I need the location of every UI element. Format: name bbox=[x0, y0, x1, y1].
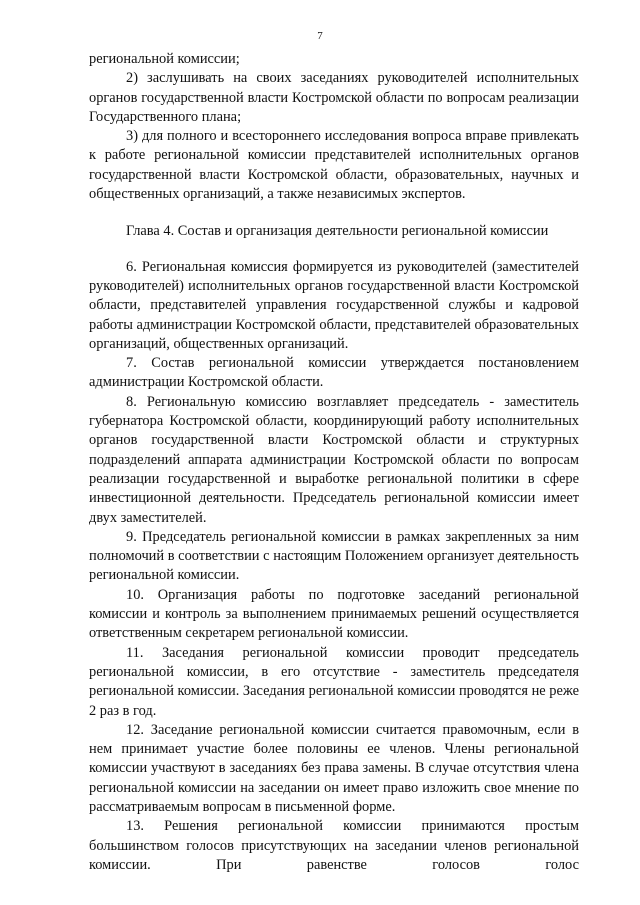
document-body bbox=[89, 50, 579, 875]
paragraph-item-9: 9. Председатель региональной комиссии в рамках закрепленных за ним полномочий в соответствии с настоящим Положением организует деятельность региональной комиссии. bbox=[89, 528, 579, 584]
paragraph-item-13: 13. Решения региональной комиссии принимаются простым большинством голосов присутствующих на заседании членов региональной комиссии. При равенстве голосов голос bbox=[89, 818, 579, 873]
chapter-title: Глава 4. Состав и организация деятельности региональной комиссии bbox=[126, 223, 549, 240]
paragraph-item-11: 11. Заседания региональной комиссии проводит председатель региональной комиссии, в его отсутствие - заместитель председателя региональной комиссии. Заседания региональной комиссии проводятся не реже 2 раз в год. bbox=[89, 644, 579, 719]
paragraph-item-8: 8. Региональную комиссию возглавляет председатель - заместитель губернатора Костромской области, координирующий работу исполнительных органов государственной власти Костромской области и структурных подразделений аппарата администрации Костромской области по вопросам реализации государственной и выработке региональной политики в сфере инвестиционной деятельности. Председатель региональной комиссии имеет двух заместителей. bbox=[89, 393, 579, 526]
paragraph-item-3: 3) для полного и всестороннего исследования вопроса вправе привлекать к работе региональной комиссии представителей исполнительных органов государственной власти Костромской области, образовательных, научных и общественных организаций, а также независимых экспертов. bbox=[89, 128, 579, 203]
paragraph-item-7: 7. Состав региональной комиссии утверждается постановлением администрации Костромской области. bbox=[89, 355, 579, 391]
paragraph-continuation: региональной комиссии; bbox=[89, 51, 240, 67]
paragraph-item-2: 2) заслушивать на своих заседаниях руководителей исполнительных органов государственной власти Костромской области по вопросам реализации Государственного плана; bbox=[89, 70, 579, 125]
paragraph-item-10: 10. Организация работы по подготовке заседаний региональной комиссии и контроль за выполнением принимаемых решений осуществляется ответственным секретарем региональной комиссии. bbox=[89, 586, 579, 642]
paragraph-item-6: 6. Региональная комиссия формируется из руководителей (заместителей руководителей) исполнительных органов государственной власти Костромской области, представителей управления государственной службы и кадровой работы администрации Костромской области, представителей образовательных организаций, общественных организаций. bbox=[89, 258, 579, 352]
page-number: 7 bbox=[317, 30, 323, 42]
paragraph-item-12: 12. Заседание региональной комиссии считается правомочным, если в нем принимает участие более половины ее членов. Члены региональной комиссии участвуют в заседаниях без права замены. В случае отсутствия члена региональной комиссии на заседании он имеет право изложить свое мнение по рассматриваемым вопросам в письменной форме. bbox=[89, 721, 579, 815]
